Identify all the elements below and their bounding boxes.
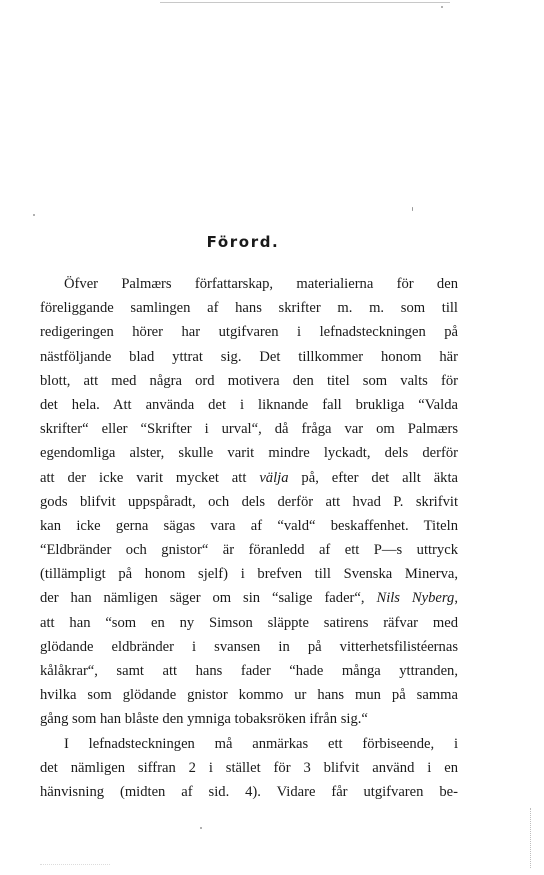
- text-line: kålåkrar“, samt att hans fader “hade många yttranden,: [40, 663, 458, 679]
- text-line: blott, att med några ord motivera den titel som valts för: [40, 372, 458, 389]
- text-line: redigeringen hörer har utgifvaren i lefnadsteckningen på: [40, 324, 458, 341]
- text-line: föreliggande samlingen af hans skrifter m. m. som till: [40, 300, 458, 317]
- text-line: glödande eldbränder i svansen in på vitterhetsfilistéernas: [40, 638, 458, 655]
- emphasized-word: välja: [259, 469, 289, 486]
- text-line: (tillämpligt på honom sjelf) i brefven till Svenska Minerva,: [40, 566, 458, 583]
- text-line: “Eldbränder och gnistor“ är föranledd af ett P—s uttryck: [40, 542, 458, 559]
- print-speck: [441, 6, 443, 8]
- text-line: hänvisning (midten af sid. 4). Vidare får utgifvaren be-: [40, 783, 458, 800]
- text-line: skrifter“ eller “Skrifter i urval“, då fråga var om Palmærs: [40, 421, 458, 438]
- text-line: hvilka som glödande gnistor kommo ur hans mun på samma: [40, 687, 458, 704]
- bottom-edge-bleed: [40, 864, 110, 865]
- print-speck: [33, 214, 35, 216]
- text-line: nästföljande blad yttrat sig. Det tillkommer honom här: [40, 348, 458, 365]
- text-line: det hela. Att använda det i liknande fall brukliga “Valda: [40, 396, 458, 413]
- text-line: att han “som en ny Simson släppte satirens räfvar med: [40, 614, 458, 631]
- text-line: att der icke varit mycket att välja på, efter det allt äkta: [40, 469, 459, 486]
- page-heading: Förord.: [206, 233, 280, 251]
- text-line: gång som han blåste den ymniga tobaksröken ifrån sig.“: [40, 711, 368, 728]
- preface-text: [40, 272, 458, 804]
- text-line: det nämligen siffran 2 i stället för 3 blifvit använd i en: [40, 759, 458, 776]
- right-edge-bleed: [530, 808, 531, 868]
- text-line: gods blifvit uppspåradt, och dels derför att hvad P. skrifvit: [40, 493, 458, 510]
- print-speck: [200, 827, 202, 829]
- text-line: Öfver Palmærs författarskap, materialierna för den: [64, 276, 458, 292]
- emphasized-word: Nils Nyberg: [376, 590, 455, 607]
- top-edge-rule: [160, 2, 450, 3]
- text-line: der han nämligen säger om sin “salige fader“, Nils Nyberg,: [40, 590, 458, 607]
- text-line: kan icke gerna sägas vara af “vald“ beskaffenhet. Titeln: [40, 517, 458, 534]
- text-line: egendomliga alster, skulle varit mindre lyckadt, dels derför: [40, 445, 458, 462]
- text-line: I lefnadsteckningen må anmärkas ett förbiseende, i: [64, 735, 458, 752]
- print-speck: [412, 207, 413, 211]
